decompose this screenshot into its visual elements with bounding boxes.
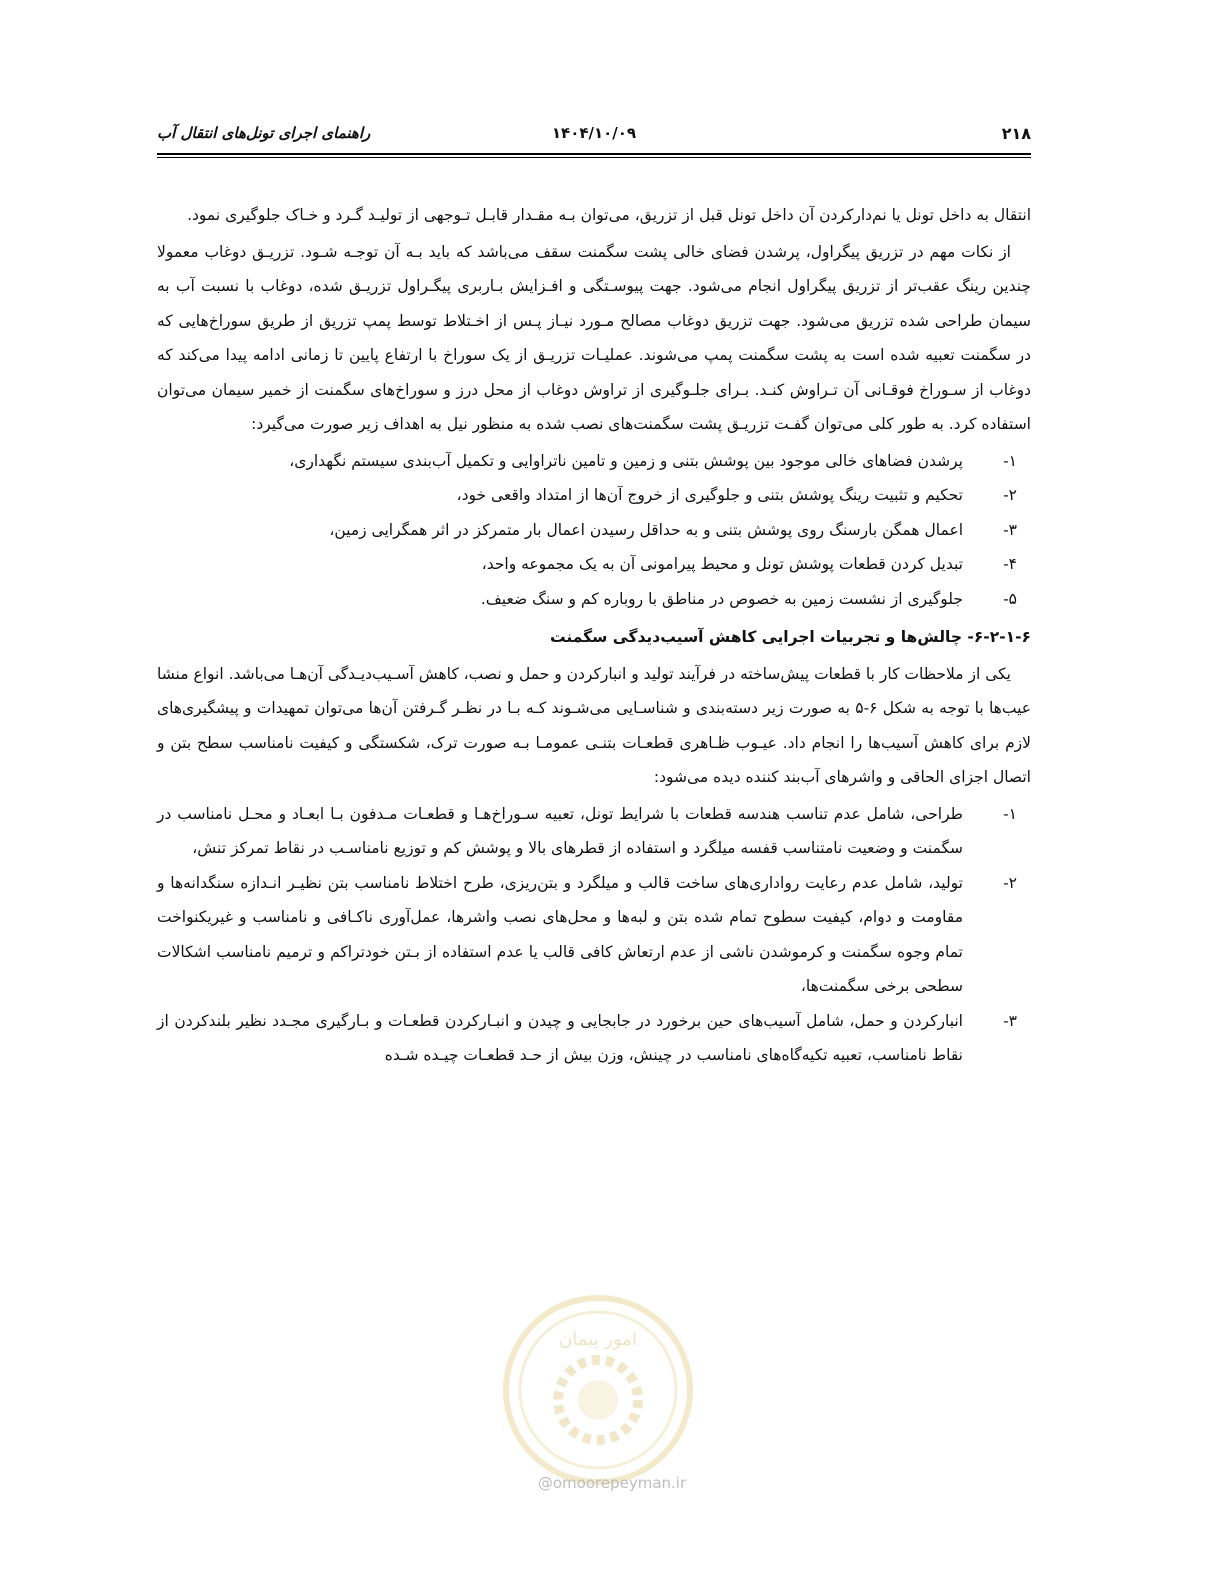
paragraph-3: یکی از ملاحظات کار با قطعات پیش‌ساخته در فرآیند تولید و انبارکردن و حمل و نصب، کاهش آسـیب‌دیـدگی آن‌هـا می‌باشد. انواع منشا عیب‌ها با توجه به شکل ۶-۵ به صورت زیر دسته‌بندی و شناسـایی می‌شـوند کـه بـا در نظـر گـرفتن آن‌ها می‌توان تمهیدات و پیشگیری‌های لازم برای کاهش آسیب‌ها را انجام داد. عیـوب ظـاهری قطعـات بتنـی عمومـا بـه صورت ترک، شکستگی و کیفیت نامناسب سطح بتن و اتصال اجزای الحاقی و واشرهای آب‌بند کننده دیده می‌شود: <box>157 664 1031 786</box>
list-item <box>157 866 1031 1004</box>
header-rule <box>157 153 1031 158</box>
list-text: تولید، شامل عدم رعایت رواداری‌های ساخت قالب و میلگرد و بتن‌ریزی، طرح اختلاط نامناسب بتن نظیـر انـدازه سنگدانه‌ها و مقاومت و دوام، کیفیت سطوح تمام شده بتن و لبه‌ها و محل‌های نصب واشرها، عمل‌آوری ناکـافی و نامناسب و غیریکنواخت تمام وجوه سگمنت و کرموشدن ناشی از عدم ارتعاش کافی قالب یا عدم استفاده از بـتن خودتراکم و ترمیم نامناسب اشکالات سطحی برخی سگمنت‌ها، <box>157 873 963 995</box>
list-number: ۵- <box>1003 589 1017 608</box>
list-number: ۱- <box>1003 804 1017 823</box>
list-number: ۳- <box>1003 520 1017 539</box>
paragraph-2: از نکات مهم در تزریق پیگراول، پرشدن فضای خالی پشت سگمنت سقف می‌باشد که باید بـه آن توجـه شـود. تزریـق دوغاب معمولا چندین رینگ عقب‌تر از تزریق پیگراول انجام می‌شود. جهت پیوسـتگی و افـزایش بـاربری پیگـراول تزریـق شده، دوغاب با نسبت آب به سیمان طراحی شده تزریق می‌شود. جهت تزریق دوغاب مصالح مـورد نیـاز پـس از اخـتلاط توسط پمپ تزریق از طریق سوراخ‌هایی که در سگمنت تعبیه شده است به پشت سگمنت پمپ می‌شوند. عملیـات تزریـق از یک سوراخ با ارتفاع پایین تا زمانی ادامه پیدا می‌کند که دوغاب از سـوراخ فوقـانی آن تـراوش کنـد. بـرای جلـوگیری از تراوش دوغاب از محل درز و سوراخ‌های سگمنت از خمیر سیمان می‌توان استفاده کرد. به طور کلی می‌توان گفـت تزریـق پشت سگمنت‌های نصب شده به منظور نیل به اهداف زیر صورت می‌گیرد: <box>157 242 1031 433</box>
list-text: انبارکردن و حمل، شامل آسیب‌های حین برخورد در جابجایی و چیدن و انبـارکردن قطعـات و بـارگیری مجـدد نظیر بلندکردن از نقاط نامناسب، تعبیه تکیه‌گاه‌های نامناسب در چینش، وزن بیش از حـد قطعـات چیـده شـده <box>157 1011 963 1064</box>
page-number: ۲۱۸ <box>1001 124 1031 143</box>
list-text: پرشدن فضاهای خالی موجود بین پوشش بتنی و زمین و تامین ناتراوایی و تکمیل آب‌بندی سیستم نگهداری، <box>289 451 963 470</box>
watermark-site-text: @omoorepeyman.ir <box>537 1474 687 1492</box>
defect-sources-list <box>157 797 1031 1073</box>
list-number: ۴- <box>1003 555 1017 573</box>
list-number: ۲- <box>1003 873 1017 892</box>
list-item <box>157 547 1031 582</box>
list-number: ۲- <box>1003 486 1017 504</box>
list-item <box>157 582 1031 617</box>
list-text: تحکیم و تثبیت رینگ پوشش بتنی و جلوگیری از خروج آن‌ها از امتداد واقعی خود، <box>456 486 963 504</box>
section-heading: ۶-۲-۱-۶- چالش‌ها و تجربیات اجرایی کاهش آسیب‌دیدگی سگمنت <box>550 628 1031 646</box>
list-text: تبدیل کردن قطعات پوشش تونل و محیط پیرامونی آن به یک مجموعه واحد، <box>481 555 963 573</box>
list-number: ۳- <box>1003 1011 1017 1030</box>
paragraph-1: انتقال به داخل تونل یا نم‌دارکردن آن داخل تونل قبل از تزریق، می‌توان بـه مقـدار قابـل تـوجهی از تولیـد گـرد و خـاک جلوگیری نمود. <box>187 206 1031 224</box>
list-item <box>157 444 1031 479</box>
header-date: ۱۴۰۴/۱۰/۰۹ <box>551 124 637 142</box>
list-number: ۱- <box>1003 451 1017 470</box>
page-header <box>157 118 1031 154</box>
list-text: اعمال همگن بارسنگ روی پوشش بتنی و به حداقل رسیدن اعمال بار متمرکز در اثر همگرایی زمین، <box>329 520 963 539</box>
grouting-goals-list <box>157 444 1031 617</box>
list-text: طراحی، شامل عدم تناسب هندسه قطعات با شرایط تونل، تعبیه سـوراخ‌هـا و قطعـات مـدفون بـا ابعـاد و محـل نامناسب در سگمنت و وضعیت نامتناسب قفسه میلگرد و استفاده از قطرهای بالا و پوشش کم و توزیع نامناسـب در نقاط تمرکز تنش، <box>157 804 963 857</box>
list-item <box>157 478 1031 513</box>
header-title: راهنمای اجرای تونل‌های انتقال آب <box>157 124 371 142</box>
list-item <box>157 797 1031 866</box>
list-item <box>157 513 1031 548</box>
list-text: جلوگیری از نشست زمین به خصوص در مناطق با روباره کم و سنگ ضعیف. <box>480 589 963 608</box>
list-item <box>157 1004 1031 1073</box>
page-body <box>157 198 1031 1077</box>
watermark-seal-icon <box>498 1290 698 1490</box>
seal-text: امور پیمان <box>559 1329 637 1350</box>
